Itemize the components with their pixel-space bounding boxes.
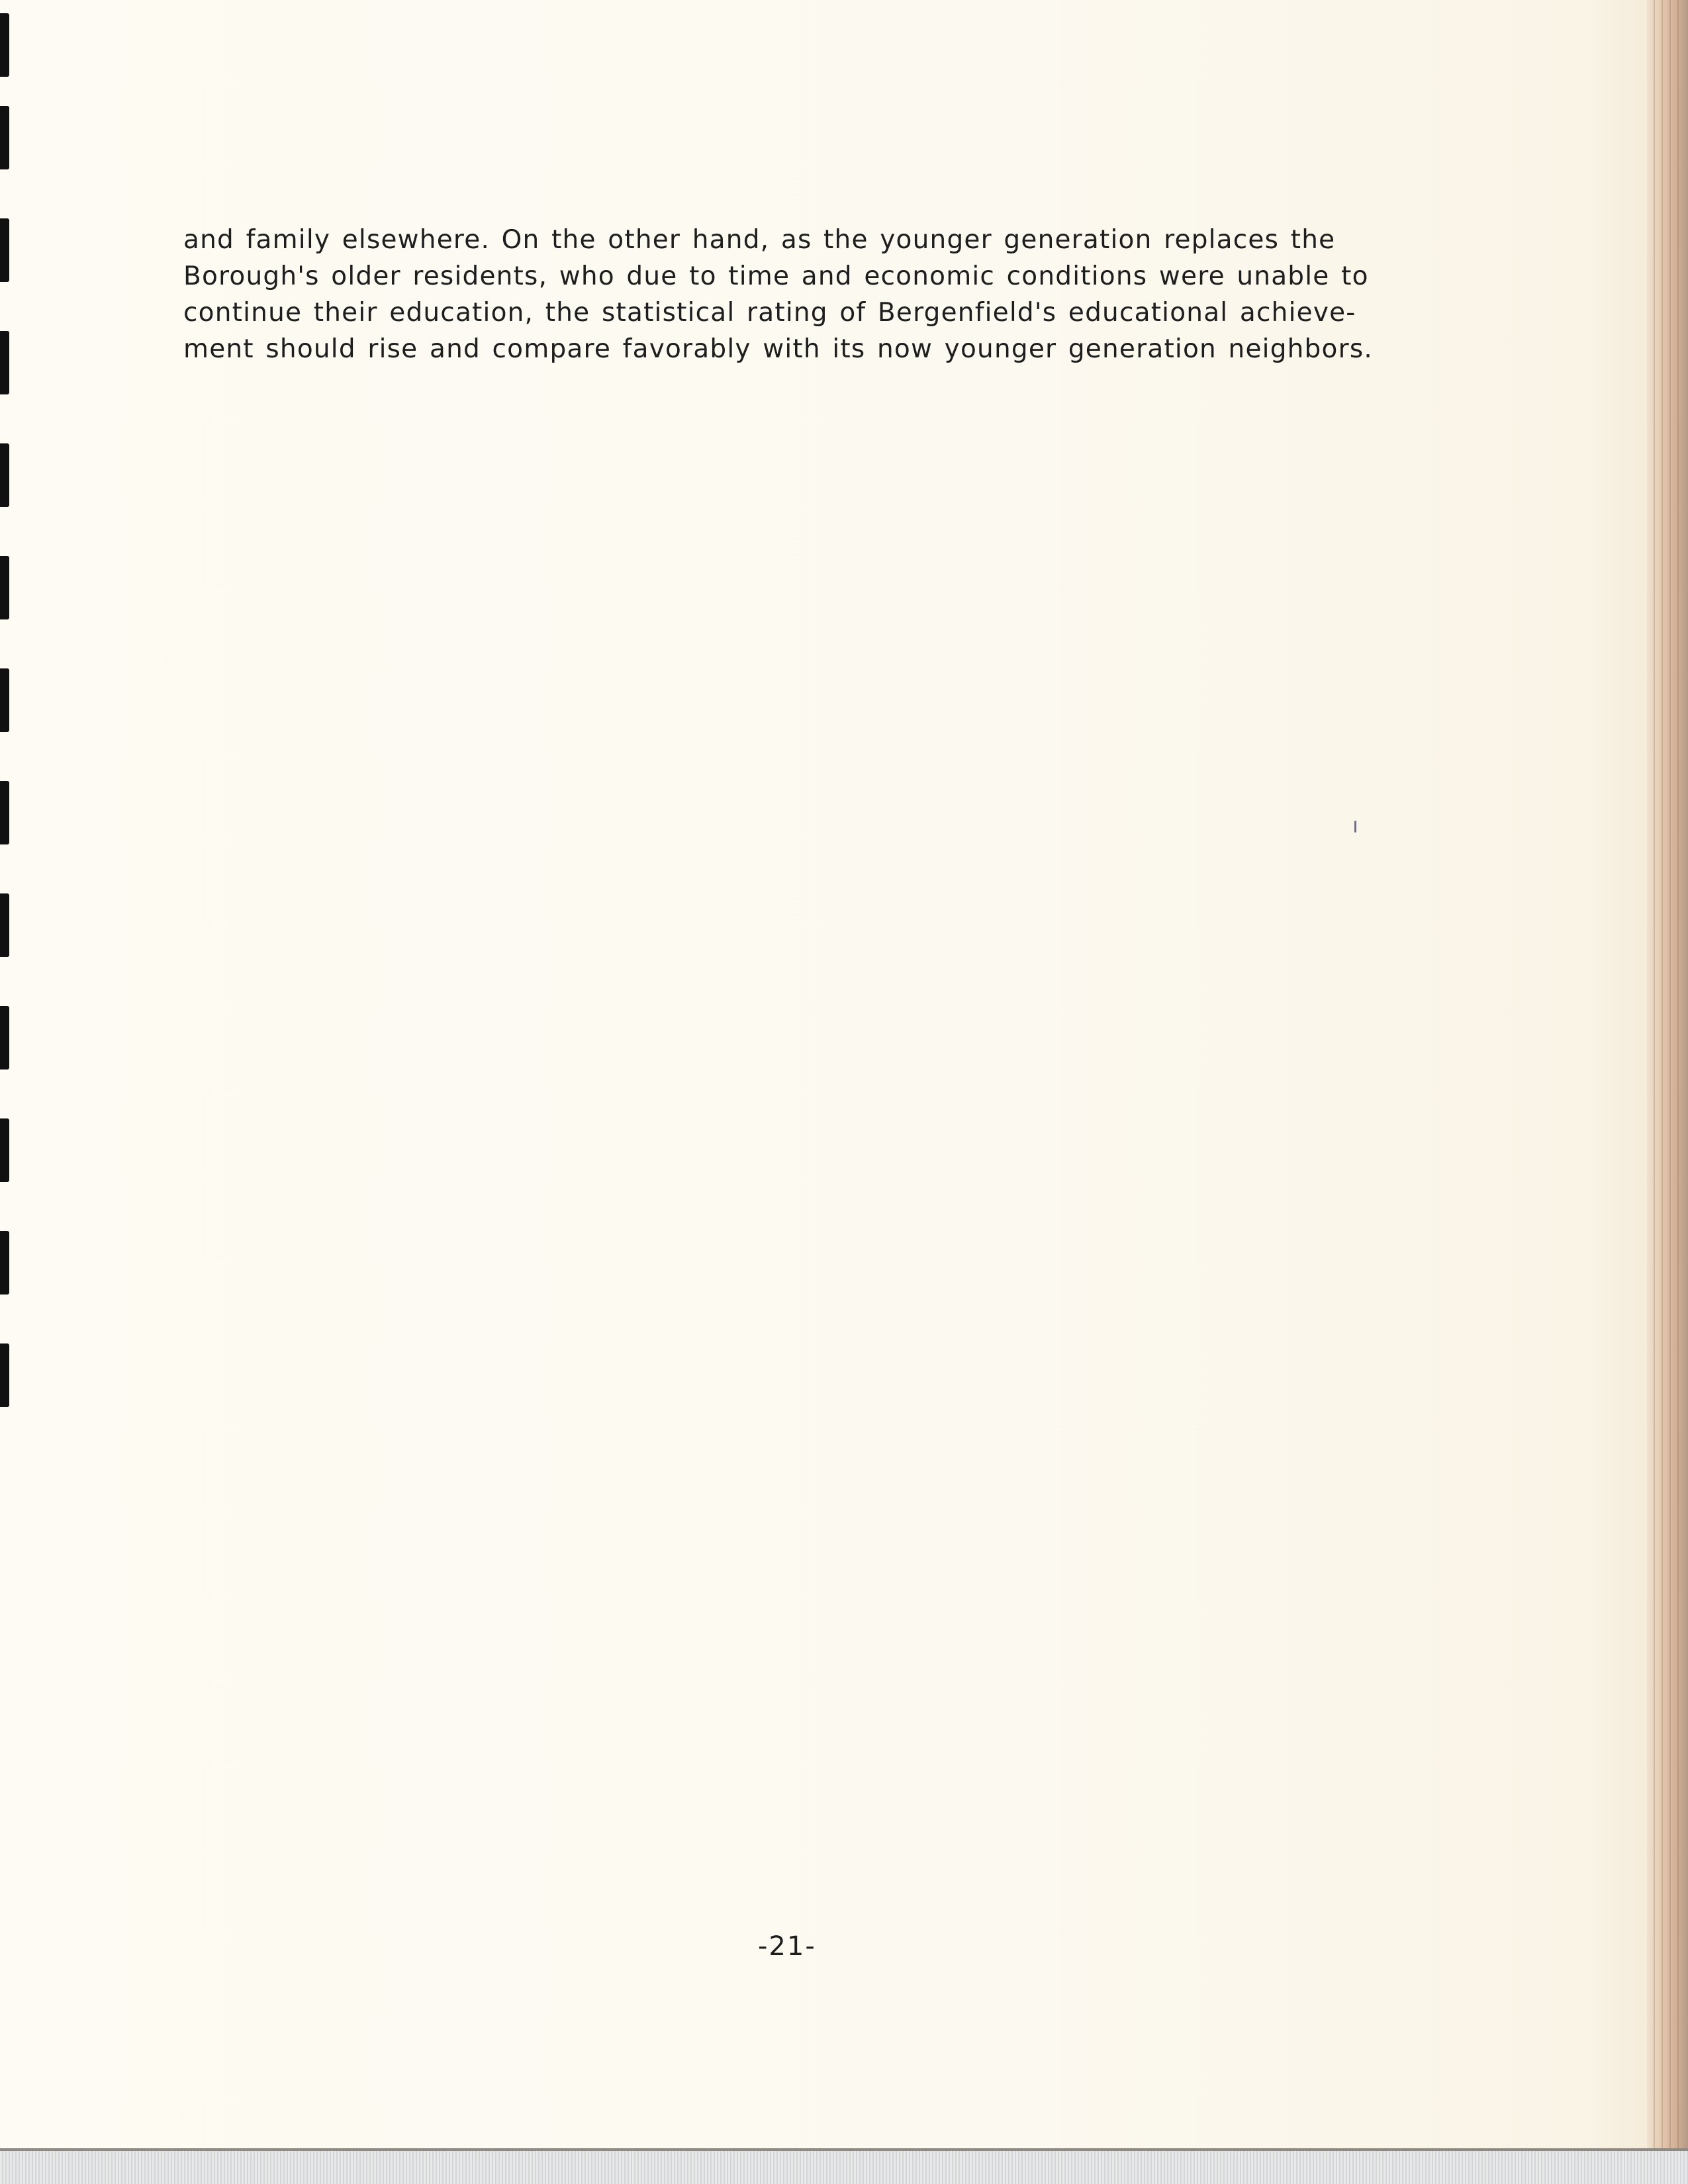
binding-mark: [0, 331, 9, 394]
paragraph-line: ment should rise and compare favorably with its now younger generation neighbors.: [183, 334, 1373, 364]
binding-mark: [0, 13, 9, 77]
binding-mark: [0, 556, 9, 619]
binding-mark: [0, 443, 9, 507]
paragraph-line: Borough's older residents, who due to time and economic conditions were unable to: [183, 261, 1369, 291]
binding-mark: [0, 1343, 9, 1407]
body-paragraph: [183, 222, 1415, 367]
ink-speck: [1354, 821, 1356, 833]
paragraph-line: and family elsewhere. On the other hand, as the younger generation replaces the: [183, 225, 1336, 255]
binding-mark: [0, 106, 9, 169]
binding-mark: [0, 781, 9, 844]
paragraph-line: continue their education, the statistical rating of Bergenfield's educational achieve-: [183, 298, 1356, 328]
binding-mark: [0, 668, 9, 732]
binding-mark: [0, 218, 9, 282]
page-number: -21-: [758, 1931, 816, 1962]
spiral-binding: [0, 0, 15, 2184]
stacked-page-edge: [1647, 0, 1688, 2184]
binding-mark: [0, 1006, 9, 1069]
binding-mark: [0, 1231, 9, 1295]
binding-mark: [0, 1118, 9, 1182]
scanner-bottom-edge: [0, 2148, 1688, 2184]
binding-mark: [0, 893, 9, 957]
